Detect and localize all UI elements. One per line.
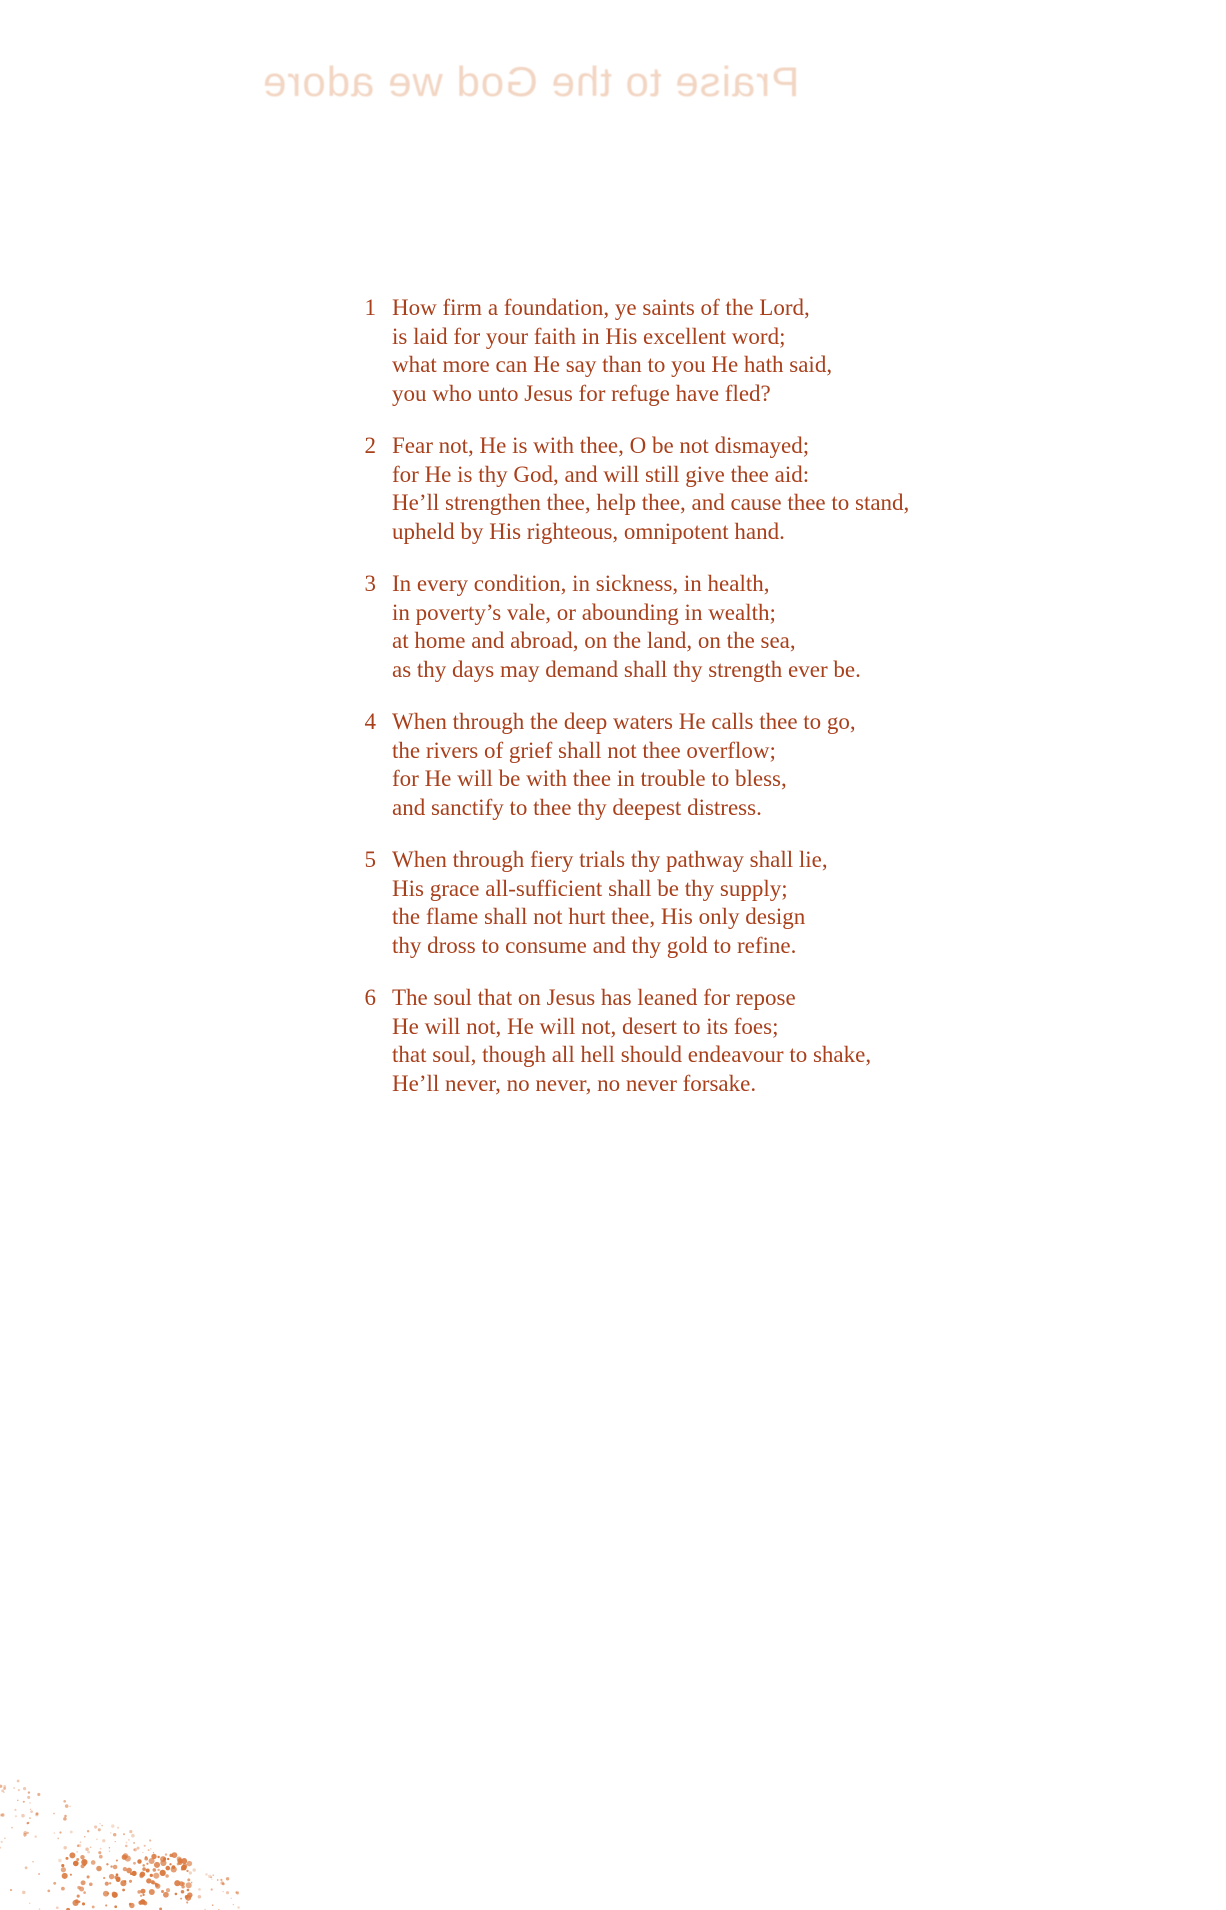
ink-speckle	[96, 1866, 102, 1872]
ink-speckle	[112, 1892, 118, 1898]
ink-speckle	[146, 1863, 148, 1865]
ink-speckle	[186, 1882, 192, 1888]
ink-speckle	[1, 1789, 4, 1792]
ink-speckle	[237, 1906, 239, 1908]
ink-speckle	[0, 1785, 2, 1788]
ink-speckle	[53, 1813, 55, 1815]
ink-speckle	[11, 1827, 13, 1829]
ink-speckle	[18, 1789, 20, 1791]
ink-speckle	[14, 1809, 16, 1811]
verse	[356, 708, 1056, 822]
ink-speckle	[137, 1847, 140, 1850]
ink-speckle	[83, 1891, 86, 1894]
ink-speckle	[30, 1809, 31, 1810]
ink-speckle	[205, 1873, 208, 1876]
ink-speckle	[65, 1857, 68, 1860]
ink-speckle	[98, 1851, 101, 1854]
ink-speckle	[76, 1851, 77, 1852]
ink-speckle	[166, 1888, 170, 1892]
ink-speckle	[63, 1800, 66, 1803]
ink-speckle	[35, 1813, 38, 1816]
ink-speckle	[233, 1904, 234, 1905]
verse-line: The soul that on Jesus has leaned for repose	[392, 985, 796, 1010]
ink-speckle	[100, 1848, 102, 1850]
ink-speckle	[165, 1853, 167, 1855]
ink-speckle	[34, 1835, 36, 1837]
ink-speckle	[70, 1831, 73, 1834]
ink-speckle	[81, 1880, 86, 1885]
ink-speckle	[181, 1865, 187, 1871]
ink-speckle	[65, 1804, 69, 1808]
ink-speckle	[27, 1796, 30, 1799]
verse-line: and sanctify to thee thy deepest distress.	[392, 794, 762, 820]
ink-speckle	[140, 1872, 145, 1877]
ink-speckle	[105, 1904, 107, 1906]
ink-speckle	[211, 1888, 213, 1890]
ink-speckle	[172, 1865, 176, 1869]
ink-speckle	[128, 1839, 130, 1841]
ink-speckle-decoration	[0, 1760, 260, 1910]
ink-speckle	[15, 1815, 17, 1817]
ink-speckle	[116, 1859, 118, 1861]
ink-speckle	[210, 1876, 212, 1878]
ink-speckle	[109, 1882, 111, 1884]
ink-speckle	[181, 1890, 185, 1894]
ink-speckle	[186, 1870, 188, 1872]
ink-speckle	[154, 1862, 160, 1868]
ink-speckle	[103, 1891, 109, 1897]
ink-speckle	[155, 1883, 159, 1887]
ink-speckle	[102, 1839, 105, 1842]
ink-speckle	[157, 1869, 159, 1871]
ink-speckle	[29, 1817, 31, 1819]
ink-speckle	[142, 1867, 146, 1871]
ink-speckle	[78, 1844, 82, 1848]
ink-speckle	[133, 1862, 136, 1865]
ink-speckle	[198, 1895, 202, 1899]
verse-number: 4	[364, 709, 376, 734]
ink-speckle	[64, 1815, 67, 1818]
ink-speckle	[171, 1852, 177, 1858]
verse-line: How firm a foundation, ye saints of the Lord,	[392, 295, 810, 320]
verse-line: He will not, He will not, desert to its foes;	[392, 1013, 779, 1039]
ink-speckle	[109, 1847, 111, 1849]
verse-number: 2	[364, 433, 376, 458]
ink-speckle	[185, 1895, 191, 1901]
ink-speckle	[165, 1874, 169, 1878]
ink-speckle	[101, 1825, 103, 1827]
ink-speckle	[30, 1810, 33, 1813]
ink-speckle	[123, 1867, 127, 1871]
ink-speckle	[56, 1906, 59, 1909]
ink-speckle	[96, 1838, 98, 1840]
ink-speckle	[110, 1832, 111, 1833]
ink-speckle	[153, 1873, 159, 1879]
ink-speckle	[85, 1847, 89, 1851]
ink-speckle	[186, 1901, 188, 1903]
ink-speckle	[98, 1828, 101, 1831]
ink-speckle	[115, 1841, 116, 1842]
bleed-through-title: Praise to the God we adore	[262, 58, 800, 105]
ink-speckle	[90, 1846, 92, 1848]
ink-speckle	[142, 1864, 145, 1867]
verse	[356, 294, 1056, 408]
ink-speckle	[58, 1859, 61, 1862]
ink-speckle	[122, 1855, 127, 1860]
ink-speckle	[61, 1887, 65, 1891]
verse-line: upheld by His righteous, omnipotent hand.	[392, 518, 785, 544]
ink-speckle	[62, 1873, 68, 1879]
ink-speckle	[57, 1838, 59, 1840]
ink-speckle	[187, 1878, 190, 1881]
ink-speckle	[149, 1858, 155, 1864]
ink-speckle	[76, 1858, 79, 1861]
ink-speckle	[69, 1852, 75, 1858]
ink-speckle	[220, 1879, 222, 1881]
ink-speckle	[89, 1883, 93, 1887]
verse-line: thy dross to consume and thy gold to refine.	[392, 932, 797, 958]
ink-speckle	[91, 1860, 96, 1865]
ink-speckle	[29, 1903, 30, 1904]
verse-line: you who unto Jesus for refuge have fled?	[392, 380, 771, 406]
ink-speckle	[1, 1841, 3, 1843]
ink-speckle	[61, 1864, 64, 1867]
ink-speckle	[3, 1787, 6, 1790]
ink-speckle	[126, 1868, 132, 1874]
ink-speckle	[144, 1845, 146, 1847]
ink-speckle	[0, 1847, 1, 1849]
ink-speckle	[27, 1832, 29, 1834]
verse-line: as thy days may demand shall thy strength ever be.	[392, 656, 861, 682]
ink-speckle	[106, 1863, 108, 1865]
ink-speckle	[54, 1832, 55, 1833]
ink-speckle	[160, 1856, 166, 1862]
ink-speckle	[120, 1880, 126, 1886]
ink-speckle	[165, 1866, 170, 1871]
ink-speckle	[143, 1901, 147, 1905]
verse	[356, 984, 1056, 1098]
ink-speckle	[133, 1849, 135, 1851]
ink-speckle	[235, 1892, 237, 1894]
hymn-text	[356, 294, 1056, 1122]
ink-speckle	[109, 1850, 110, 1851]
ink-speckle	[160, 1870, 166, 1876]
verse	[356, 432, 1056, 546]
ink-speckle	[87, 1851, 90, 1854]
ink-speckle	[23, 1833, 27, 1837]
ink-speckle	[144, 1857, 148, 1861]
ink-speckle	[131, 1834, 135, 1838]
verse-line: for He will be with thee in trouble to bless,	[392, 766, 787, 791]
ink-speckle	[92, 1905, 95, 1908]
ink-speckle	[181, 1885, 184, 1888]
ink-speckle	[142, 1894, 144, 1896]
ink-speckle	[94, 1825, 97, 1828]
verse-line: for He is thy God, and will still give thee aid:	[392, 461, 810, 487]
ink-speckle	[126, 1842, 128, 1844]
ink-speckle	[117, 1827, 119, 1829]
verse-line: at home and abroad, on the land, on the sea,	[392, 628, 796, 653]
ink-speckle	[73, 1861, 79, 1867]
ink-speckle	[163, 1892, 169, 1898]
ink-speckle	[226, 1877, 229, 1880]
ink-speckle	[69, 1806, 70, 1807]
ink-speckle	[153, 1868, 157, 1872]
ink-speckle	[129, 1880, 132, 1883]
ink-speckle	[131, 1871, 136, 1876]
ink-speckle	[99, 1855, 103, 1859]
ink-speckle	[79, 1886, 84, 1891]
ink-speckle	[111, 1824, 114, 1827]
ink-speckle	[84, 1836, 86, 1838]
ink-speckle	[13, 1787, 15, 1789]
ink-speckle	[87, 1875, 90, 1878]
ink-speckle	[63, 1817, 67, 1821]
verse-number: 3	[364, 571, 376, 596]
verse	[356, 846, 1056, 960]
ink-speckle	[153, 1852, 154, 1853]
verse-number: 1	[364, 295, 376, 320]
ink-speckle	[175, 1893, 178, 1896]
ink-speckle	[17, 1800, 18, 1801]
ink-speckle	[146, 1878, 151, 1883]
verse-line: the flame shall not hurt thee, His only design	[392, 904, 806, 929]
ink-speckle	[22, 1891, 26, 1895]
ink-speckle	[187, 1861, 193, 1867]
verse-line: His grace all-sufficient shall be thy supply;	[392, 875, 788, 901]
ink-speckle	[149, 1889, 155, 1895]
ink-speckle	[28, 1791, 30, 1793]
ink-speckle	[82, 1902, 85, 1905]
ink-speckle	[10, 1889, 12, 1891]
ink-speckle	[167, 1858, 169, 1860]
ink-speckle	[220, 1881, 224, 1885]
ink-speckle	[75, 1899, 79, 1903]
verse-line: what more can He say than to you He hath said,	[392, 352, 833, 377]
ink-speckle	[138, 1901, 142, 1905]
ink-speckle	[231, 1898, 232, 1899]
verse-line: In every condition, in sickness, in health,	[392, 571, 770, 596]
ink-speckle	[133, 1842, 135, 1844]
verse-number: 5	[364, 847, 376, 872]
ink-speckle	[80, 1841, 82, 1843]
ink-speckle	[59, 1831, 61, 1833]
verse	[356, 570, 1056, 684]
ink-speckle	[47, 1890, 50, 1893]
ink-speckle	[103, 1877, 105, 1879]
ink-speckle	[125, 1845, 128, 1848]
ink-speckle	[23, 1801, 25, 1803]
ink-speckle	[116, 1877, 120, 1881]
verse-line: Fear not, He is with thee, O be not dismayed;	[392, 433, 810, 458]
ink-speckle	[38, 1873, 40, 1875]
ink-speckle	[137, 1890, 141, 1894]
ink-speckle	[53, 1882, 56, 1885]
ink-speckle	[161, 1890, 164, 1893]
ink-speckle	[148, 1849, 150, 1851]
ink-speckle	[122, 1889, 125, 1892]
verse-line: When through fiery trials thy pathway shall lie,	[392, 847, 828, 872]
ink-speckle	[212, 1904, 214, 1906]
ink-speckle	[70, 1874, 72, 1876]
ink-speckle	[32, 1861, 33, 1862]
ink-speckle	[169, 1863, 171, 1865]
ink-speckle	[27, 1822, 29, 1824]
ink-speckle	[25, 1866, 28, 1869]
ink-speckle	[212, 1874, 214, 1876]
ink-speckle	[113, 1833, 116, 1836]
ink-speckle	[116, 1873, 119, 1876]
ink-speckle	[63, 1846, 66, 1849]
ink-speckle	[211, 1878, 212, 1879]
ink-speckle	[191, 1882, 193, 1884]
ink-speckle	[157, 1856, 159, 1858]
ink-speckle	[129, 1903, 132, 1906]
ink-speckle	[217, 1879, 219, 1881]
ink-speckle	[61, 1867, 66, 1872]
ink-speckle	[77, 1895, 80, 1898]
verse-line: is laid for your faith in His excellent word;	[392, 323, 786, 349]
ink-speckle	[150, 1848, 151, 1849]
ink-speckle	[146, 1868, 150, 1872]
ink-speckle	[149, 1839, 151, 1841]
ink-speckle	[4, 1837, 6, 1839]
verse-number: 6	[364, 985, 376, 1010]
ink-speckle	[180, 1898, 182, 1900]
ink-speckle	[110, 1865, 112, 1867]
ink-speckle	[142, 1852, 143, 1853]
ink-speckle	[105, 1882, 109, 1886]
verse-line: in poverty’s vale, or abounding in wealth;	[392, 599, 776, 625]
ink-speckle	[181, 1858, 187, 1864]
ink-speckle	[29, 1802, 31, 1804]
ink-speckle	[1, 1813, 4, 1816]
ink-speckle	[129, 1830, 132, 1833]
ink-speckle	[114, 1905, 117, 1908]
ink-speckle	[189, 1871, 192, 1874]
verse-line: He’ll strengthen thee, help thee, and cause thee to stand,	[392, 490, 910, 515]
verse-line: the rivers of grief shall not thee overflow;	[392, 737, 776, 763]
ink-speckle	[87, 1830, 89, 1832]
ink-speckle	[21, 1814, 25, 1818]
ink-speckle	[177, 1862, 180, 1865]
verse-line: When through the deep waters He calls thee to go,	[392, 709, 856, 734]
ink-speckle	[99, 1823, 100, 1824]
ink-speckle	[192, 1868, 196, 1872]
ink-speckle	[226, 1891, 229, 1894]
ink-speckle	[123, 1833, 125, 1835]
ink-speckle	[137, 1859, 141, 1863]
ink-speckle	[223, 1891, 224, 1892]
ink-speckle	[187, 1889, 190, 1892]
verse-line: He’ll never, no never, no never forsake.	[392, 1070, 757, 1096]
ink-speckle	[140, 1895, 142, 1897]
ink-speckle	[17, 1780, 20, 1783]
ink-speckle	[23, 1787, 26, 1790]
ink-speckle	[81, 1864, 85, 1868]
ink-speckle	[150, 1874, 153, 1877]
verse-line: that soul, though all hell should endeavour to shake,	[392, 1042, 872, 1067]
ink-speckle	[80, 1855, 85, 1860]
ink-speckle	[37, 1793, 40, 1796]
ink-speckle	[198, 1888, 201, 1891]
ink-speckle	[113, 1865, 118, 1870]
ink-speckle	[109, 1874, 114, 1879]
ink-speckle	[141, 1889, 146, 1894]
